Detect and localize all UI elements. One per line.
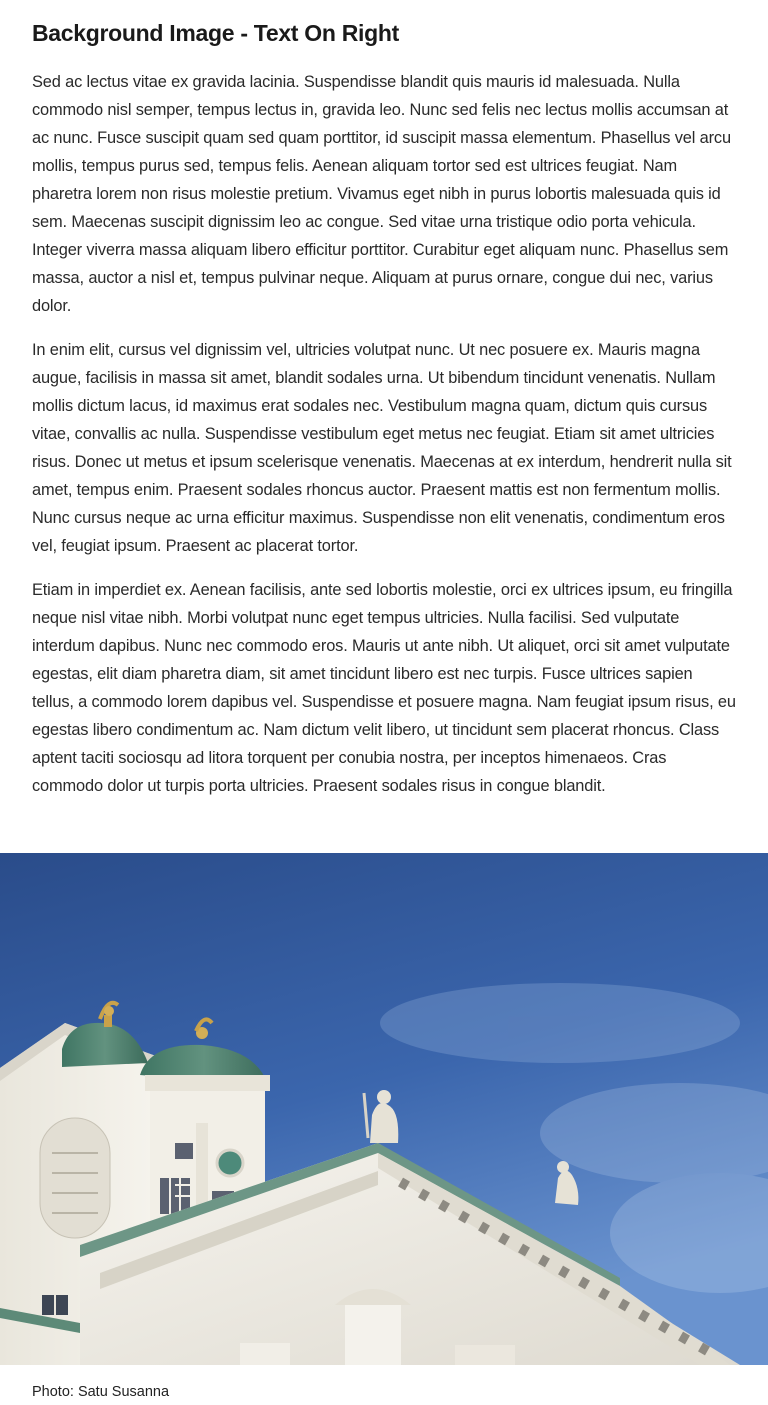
page-title: Background Image - Text On Right [32, 20, 399, 46]
paragraph-1: Sed ac lectus vitae ex gravida lacinia. Suspendisse blandit quis mauris id malesuada. Nulla commodo nisl semper, tempus lectus in, gravida leo. Nunc sed felis nec lectus mollis accumsan at ac nunc. Fusce suscipit quam sed quam porttitor, id suscipit massa elementum. Phasellus vel arcu mollis, tempus purus sed, tempus felis. Aenean aliquam tortor sed est ultrices feugiat. Nam pharetra lorem non risus molestie pretium. Vivamus eget nibh in purus lobortis malesuada quis id sem. Maecenas suscipit dignissim leo ac congue. Sed vitae urna tristique odio porta vehicula. Integer viverra massa aliquam libero efficitur porttitor. Curabitur eget aliquam nunc. Phasellus sem massa, auctor a nisl et, tempus pulvinar neque. Aliquam at purus ornare, congue dui nec, varius dolor. [32, 73, 731, 315]
photo-caption: Photo: Satu Susanna [32, 1384, 170, 1400]
cathedral-photo [0, 853, 768, 1365]
paragraph-2: In enim elit, cursus vel dignissim vel, ultricies volutpat nunc. Ut nec posuere ex. Mauris magna augue, facilisis in massa sit amet, blandit sodales urna. Ut bibendum tincidunt venenatis. Nullam mollis dictum lacus, id maximus erat sodales nec. Vestibulum magna quam, dictum quis cursus vitae, convallis ac nulla. Suspendisse vestibulum eget metus nec feugiat. Etiam sit amet ultricies risus. Donec ut metus et ipsum scelerisque venenatis. Maecenas at ex interdum, hendrerit nulla sit amet, tempus enim. Praesent sodales rhoncus auctor. Praesent mattis est non fermentum mollis. Nunc cursus neque ac urna efficitur maximus. Suspendisse non elit venenatis, condimentum eros vel, feugiat ipsum. Praesent ac placerat tortor. [32, 341, 732, 555]
cathedral-illustration [0, 853, 768, 1365]
paragraph-3: Etiam in imperdiet ex. Aenean facilisis, ante sed lobortis molestie, orci ex ultrices ipsum, eu fringilla neque nisl vitae nibh. Morbi volutpat nunc eget tempus ultricies. Nulla facilisi. Sed vulputate interdum dapibus. Nunc nec commodo eros. Mauris ut ante nibh. Ut aliquet, orci sit amet vulputate egestas, elit diam pharetra diam, sit amet tincidunt libero est nec turpis. Fusce ultrices sapien tellus, a commodo lorem dapibus vel. Suspendisse et posuere magna. Nam feugiat ipsum risus, eu egestas libero condimentum ac. Nam dictum velit libero, ut tincidunt sem placerat rhoncus. Class aptent taciti sociosqu ad litora torquent per conubia nostra, per inceptos himenaeos. Cras commodo dolor ut turpis porta ultricies. Praesent sodales risus in congue blandit. [32, 581, 736, 795]
